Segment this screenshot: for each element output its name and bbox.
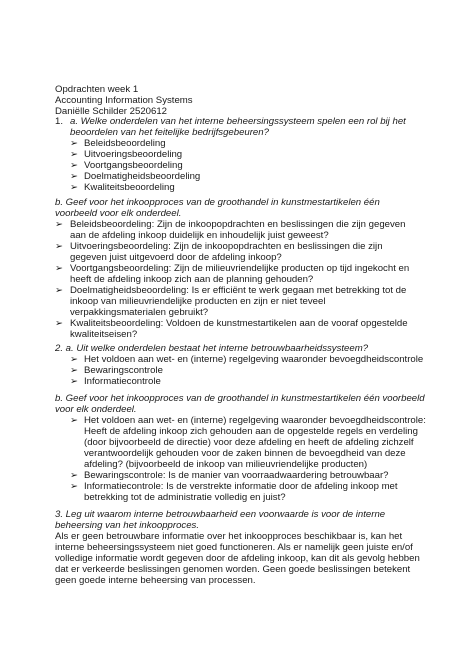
- arrow-bullet-icon: ➢: [70, 354, 79, 365]
- list-item-cont: kwaliteitseisen?: [70, 329, 138, 340]
- list-item: Uitvoeringsbeoordeling: Zijn de inkoopopdrachten en beslissingen die zijn: [70, 241, 383, 252]
- answer-line: dat er verkeerde beslissingen genomen worden. Geen goede beslissingen betekent: [55, 564, 411, 575]
- question-1a-text: a. Welke onderdelen van het interne beheersingssysteem spelen een rol bij het: [70, 116, 406, 127]
- list-item: Het voldoen aan wet- en (interne) regelgeving waaronder bevoegdheidscontrole: [84, 354, 424, 365]
- question-3-text: 3. Leg uit waarom interne betrouwbaarheid een voorwaarde is voor de interne: [55, 509, 386, 520]
- question-1b-text-cont: voorbeeld voor elk onderdeel.: [55, 208, 182, 219]
- arrow-bullet-icon: ➢: [70, 171, 79, 182]
- arrow-bullet-icon: ➢: [55, 285, 64, 296]
- question-1a-text-cont: beoordelen van het feitelijke bedrijfsgebeuren?: [70, 127, 269, 138]
- list-item: Bewaringscontrole: Is de manier van voorraadwaardering betrouwbaar?: [84, 470, 389, 481]
- question-1b-text: b. Geef voor het inkoopproces van de groothandel in kunstmestartikelen één: [55, 197, 380, 208]
- author-line: Daniëlle Schilder 2520612: [55, 106, 168, 117]
- arrow-bullet-icon: ➢: [70, 149, 79, 160]
- arrow-bullet-icon: ➢: [55, 318, 64, 329]
- list-item: Bewaringscontrole: [84, 365, 163, 376]
- answer-line: geen goede interne beheersing van processen.: [55, 575, 256, 586]
- list-item: Doelmatigheidsbeoordeling: [84, 171, 201, 182]
- list-item-cont: gegeven juist uitgevoerd door de afdeling inkoop?: [70, 252, 282, 263]
- list-item-cont: inkoop van milieuvriendelijke producten en zijn er niet teveel: [70, 296, 326, 307]
- list-item: Het voldoen aan wet- en (interne) regelgeving waaronder bevoegdheidscontrole:: [84, 415, 426, 426]
- list-item: Uitvoeringsbeoordeling: [84, 149, 183, 160]
- arrow-bullet-icon: ➢: [70, 365, 79, 376]
- list-item-cont: verpakkingsmaterialen gebruikt?: [70, 307, 209, 318]
- list-item-cont: (door bijvoorbeeld de directie) voor deze afdeling en heeft de afdeling zichzelf: [84, 437, 414, 448]
- arrow-bullet-icon: ➢: [55, 263, 64, 274]
- list-item-cont: afdeling? (bijvoorbeeld de inkoop van milieuvriendelijke producten): [84, 459, 368, 470]
- list-item-cont: Heeft de afdeling inkoop zich gehouden aan de opgestelde regels en verdeling: [84, 426, 418, 437]
- list-item-cont: heeft de afdeling inkoop zich aan de planning gehouden?: [70, 274, 314, 285]
- answer-line: volledige informatie wordt gegeven door de afdeling inkoop, kan dit als gevolg hebben: [55, 553, 420, 564]
- question-2b-text-cont: voor elk onderdeel.: [55, 404, 137, 415]
- answer-line: Als er geen betrouwbare informatie over het inkoopproces beschikbaar is, kan het: [55, 531, 403, 542]
- arrow-bullet-icon: ➢: [70, 481, 79, 492]
- question-number: 1.: [55, 116, 64, 127]
- list-item: Doelmatigheidsbeoordeling: Is er efficiënt te werk gegaan met betrekking tot de: [70, 285, 407, 296]
- list-item: Beleidsbeoordeling: [84, 138, 166, 149]
- question-2b-text: b. Geef voor het inkoopproces van de groothandel in kunstmestartikelen één voorbeeld: [55, 393, 425, 404]
- list-item: Kwaliteitsbeoordeling: Voldoen de kunstmestartikelen aan de vooraf opgestelde: [70, 318, 408, 329]
- list-item-cont: verantwoordelijk gehouden voor de zaken binnen de bevoegdheid van deze: [84, 448, 406, 459]
- list-item: Voortgangsbeoordeling: [84, 160, 183, 171]
- arrow-bullet-icon: ➢: [70, 415, 79, 426]
- course-name: Accounting Information Systems: [55, 95, 193, 106]
- list-item: Kwaliteitsbeoordeling: [84, 182, 175, 193]
- list-item: Informatiecontrole: Is de verstrekte informatie door de afdeling inkoop met: [84, 481, 398, 492]
- arrow-bullet-icon: ➢: [70, 470, 79, 481]
- arrow-bullet-icon: ➢: [70, 138, 79, 149]
- arrow-bullet-icon: ➢: [70, 376, 79, 387]
- question-2a-text: 2. a. Uit welke onderdelen bestaat het interne betrouwbaarheidssysteem?: [55, 343, 369, 354]
- question-3-text-cont: beheersing van het inkoopproces.: [55, 520, 200, 531]
- list-item: Informatiecontrole: [84, 376, 161, 387]
- arrow-bullet-icon: ➢: [55, 219, 64, 230]
- arrow-bullet-icon: ➢: [55, 241, 64, 252]
- list-item: Beleidsbeoordeling: Zijn de inkoopopdrachten en beslissingen die zijn gegeven: [70, 219, 406, 230]
- list-item: Voortgangsbeoordeling: Zijn de milieuvriendelijke producten op tijd ingekocht en: [70, 263, 410, 274]
- arrow-bullet-icon: ➢: [70, 160, 79, 171]
- list-item-cont: betrekking tot de administratie volledig en juist?: [84, 492, 286, 503]
- list-item-cont: aan de afdeling inkoop duidelijk en inhoudelijk juist geweest?: [70, 230, 329, 241]
- answer-line: interne beheersingssysteem niet goed functioneren. Als er namelijk geen juiste en/of: [55, 542, 413, 553]
- arrow-bullet-icon: ➢: [70, 182, 79, 193]
- document-title: Opdrachten week 1: [55, 84, 139, 95]
